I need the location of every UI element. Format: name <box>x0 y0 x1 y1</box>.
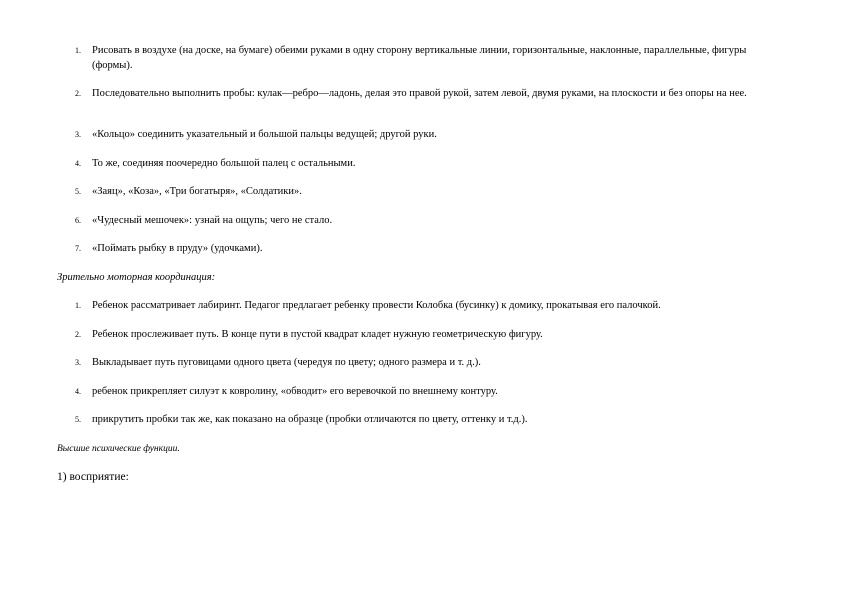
list-item: прикрутить пробки так же, как показано на образце (пробки отличаются по цвету, оттенку и т.д.). <box>92 414 528 425</box>
list-item: «Заяц», «Коза», «Три богатыря», «Солдатики». <box>92 186 302 197</box>
list-item: ребенок прикрепляет силуэт к ковролину, «обводит» его веревочкой по внешнему контуру. <box>92 386 498 397</box>
list-number: 2. <box>75 89 81 98</box>
list-item: Последовательно выполнить пробы: кулак—ребро—ладонь, делая это правой рукой, затем левой, двумя руками, на плоскости и без опоры на нее. <box>92 88 747 99</box>
list-item: «Чудесный мешочек»: узнай на ощупь; чего не стало. <box>92 215 333 226</box>
list-item: Выкладывает путь пуговицами одного цвета (чередуя по цвету; одного размера и т. д.). <box>92 357 481 368</box>
list-number: 5. <box>75 187 81 196</box>
list-item: Ребенок прослеживает путь. В конце пути в пустой квадрат кладет нужную геометрическую фигуру. <box>92 329 543 340</box>
list-item: Рисовать в воздухе (на доске, на бумаге) обеими руками в одну сторону вертикальные линии, горизонтальные, наклонные, параллельные, фигуры (формы). <box>92 45 747 71</box>
list-number: 3. <box>75 358 81 367</box>
list-item: Ребенок рассматривает лабиринт. Педагог предлагает ребенку провести Колобка (бусинку) к домику, прокатывая его палочкой. <box>92 300 661 311</box>
list-number: 6. <box>75 216 81 225</box>
list-number: 4. <box>75 159 81 168</box>
list-item: «Кольцо» соединить указательный и большой пальцы ведущей; другой руки. <box>92 129 437 140</box>
section-heading: Высшие психические функции. <box>57 444 180 454</box>
list-number: 7. <box>75 244 81 253</box>
list-number: 4. <box>75 387 81 396</box>
list-item: «Поймать рыбку в пруду» (удочками). <box>92 243 263 254</box>
list-number: 2. <box>75 330 81 339</box>
list-number: 1. <box>75 46 81 55</box>
list-number: 5. <box>75 415 81 424</box>
list-number: 3. <box>75 130 81 139</box>
subheading: 1) восприятие: <box>57 471 129 483</box>
list-number: 1. <box>75 301 81 310</box>
list-item: То же, соединяя поочередно большой палец с остальными. <box>92 158 356 169</box>
section-heading: Зрительно моторная координация: <box>57 272 216 283</box>
